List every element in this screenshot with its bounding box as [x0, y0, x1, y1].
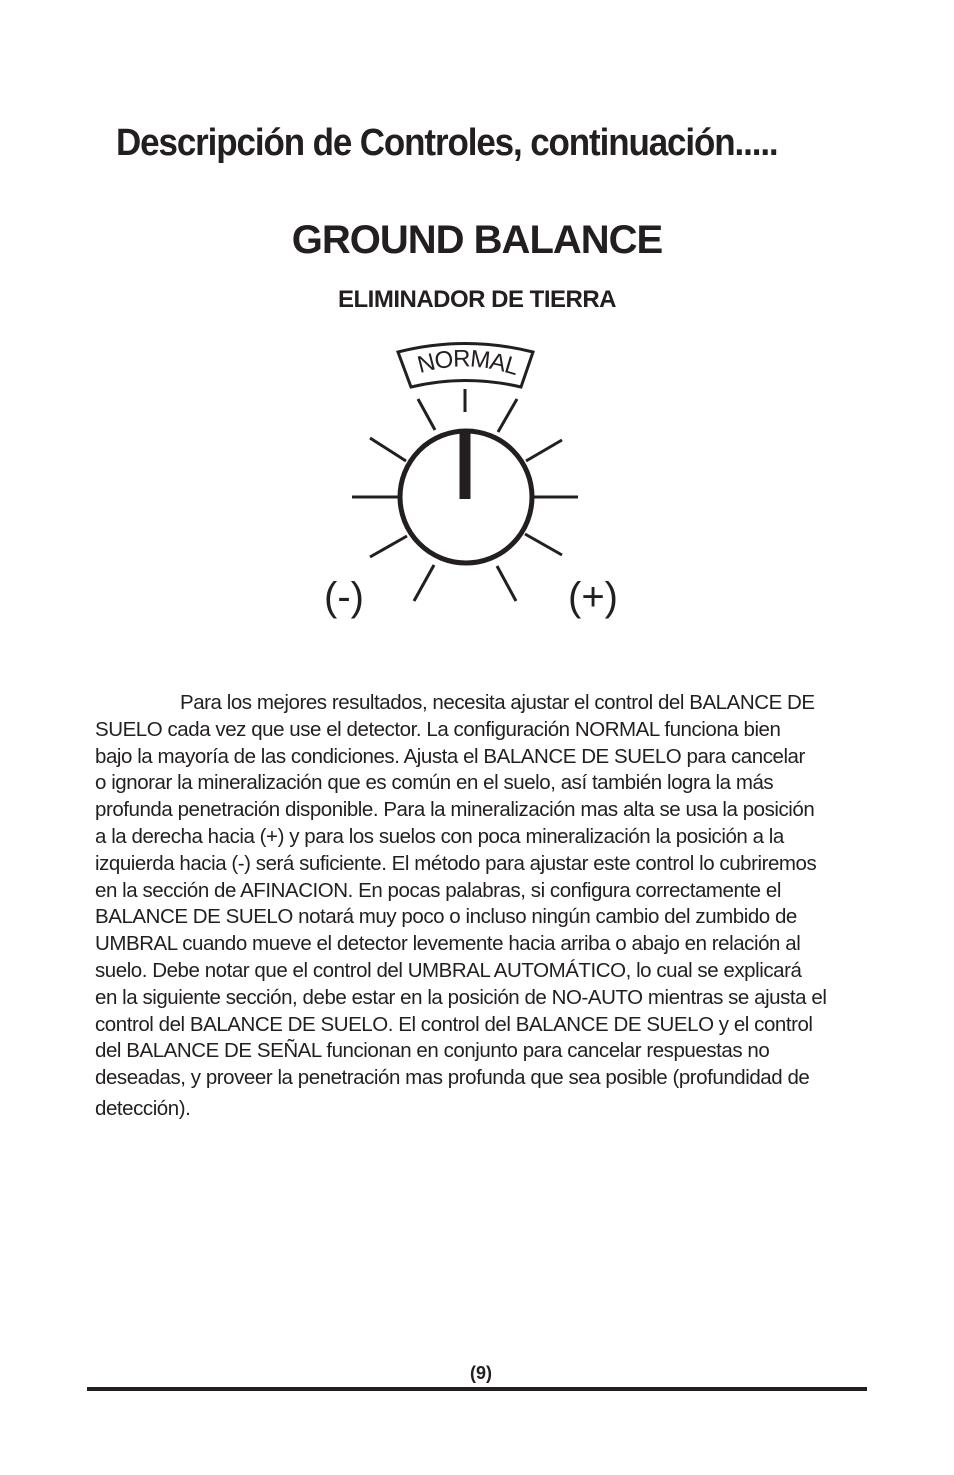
paragraph-line: en la sección de AFINACION. En pocas palabras, si configura correctamente el [95, 878, 781, 902]
paragraph-line: o ignorar la mineralización que es común en el suelo, así también logra la más [95, 771, 774, 795]
body-paragraph [95, 690, 895, 1123]
tick-mark [498, 399, 517, 432]
paragraph-line: suelo. Debe notar que el control del UMBRAL AUTOMÁTICO, lo cual se explicará [95, 958, 802, 982]
tick-mark [497, 566, 516, 601]
paragraph-line: bajo la mayoría de las condiciones. Ajusta el BALANCE DE SUELO para cancelar [95, 744, 805, 768]
paragraph-line: izquierda hacia (-) será suficiente. El método para ajustar este control lo cubriremos [95, 851, 817, 875]
paragraph-line: BALANCE DE SUELO notará muy poco o incluso ningún cambio del zumbido de [95, 905, 797, 929]
paragraph-line: Para los mejores resultados, necesita ajustar el control del BALANCE DE [180, 691, 815, 714]
tick-mark [525, 534, 562, 555]
section-subtitle: ELIMINADOR DE TIERRA [338, 286, 616, 313]
paragraph-line: detección). [95, 1096, 191, 1120]
tick-mark [526, 440, 562, 461]
paragraph-line: deseadas, y proveer la penetración mas profunda que sea posible (profundidad de [95, 1066, 810, 1090]
tick-mark [418, 399, 435, 430]
page-heading: Descripción de Controles, continuación..... [116, 122, 778, 164]
paragraph-line: UMBRAL cuando mueve el detector levemente hacia arriba o abajo en relación al [95, 932, 801, 956]
tick-mark [414, 565, 434, 601]
normal-label-tag [398, 344, 533, 388]
normal-label [415, 345, 522, 381]
footer-rule [87, 1387, 867, 1391]
paragraph-line: en la siguiente sección, debe estar en la posición de NO-AUTO mientras se ajusta el [95, 985, 827, 1009]
page-number: (9) [470, 1363, 492, 1383]
paragraph-line: SUELO cada vez que use el detector. La configuración NORMAL funciona bien [95, 717, 781, 741]
paragraph-line: control del BALANCE DE SUELO. El control del BALANCE DE SUELO y el control [95, 1012, 813, 1036]
ground-balance-dial-diagram [0, 0, 954, 640]
paragraph-line: profunda penetración disponible. Para la mineralización mas alta se usa la posición [95, 798, 815, 822]
paragraph-line: del BALANCE DE SEÑAL funcionan en conjunto para cancelar respuestas no [95, 1039, 770, 1063]
paragraph-line: a la derecha hacia (+) y para los suelos con poca mineralización la posición a la [95, 824, 784, 848]
plus-label: (+) [568, 575, 618, 619]
tick-mark [370, 438, 406, 461]
normal-label-path: NORMAL [414, 345, 522, 381]
minus-label: (-) [324, 575, 364, 619]
section-title: GROUND BALANCE [291, 218, 663, 262]
tick-mark [370, 536, 407, 557]
